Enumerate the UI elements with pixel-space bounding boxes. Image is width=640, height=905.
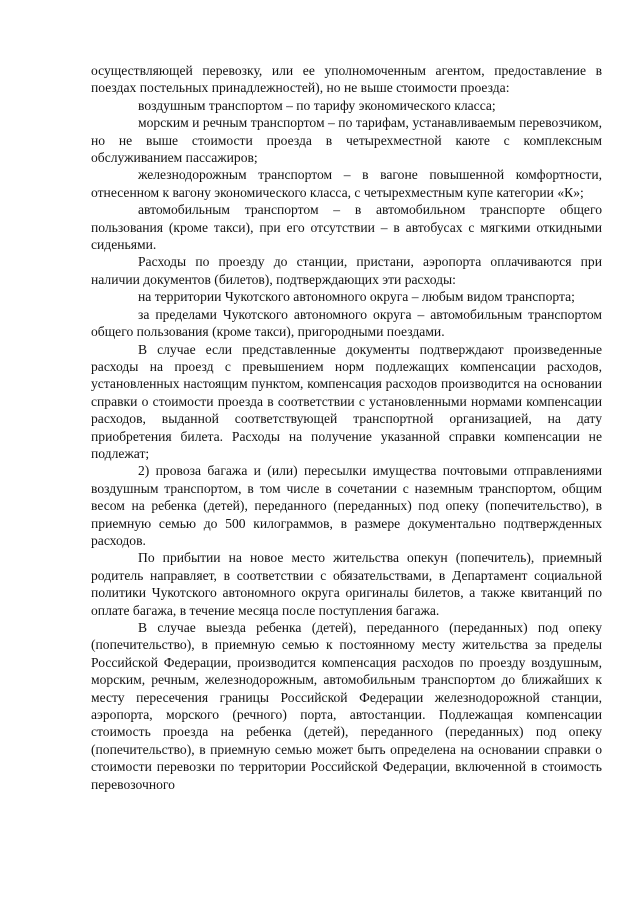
paragraph-station-expenses: Расходы по проезду до станции, пристани, аэропорта оплачиваются при наличии документов (билетов), подтверждающих эти расходы:: [91, 254, 602, 287]
paragraph-departure-abroad: В случае выезда ребенка (детей), переданного (переданных) под опеку (попечительство), в приемную семью к постоянному месту жительства за пределы Российской Федерации, производится компенсация расходов по проезду воздушным, морским, речным, железнодорожным, автомобильным транспортом до ближайших к месту пересечения границы Российской Федерации железнодорожной станции, аэропорта, морского (речного) порта, автостанции. Подлежащая компенсации стоимость проезда на ребенка (детей), переданного (переданных) под опеку (попечительство), в приемную семью может быть определена на основании справки о стоимости перевозки по территории Российской Федерации, включенной в стоимость перевозочного: [91, 620, 602, 792]
paragraph-baggage: 2) провоза багажа и (или) пересылки имущества почтовыми отправлениями воздушным транспортом, в том числе в сочетании с наземным транспортом, общим весом на ребенка (детей), переданного (переданных) под опеку (попечительство), в приемную семью до 500 килограммов, в размере документально подтвержденных расходов.: [91, 463, 602, 548]
paragraph-arrival-documents: По прибытии на новое место жительства опекун (попечитель), приемный родитель направляет, в соответствии с обязательствами, в Департамент социальной политики Чукотского автономного округа оригиналы билетов, а также квитанций по оплате багажа, в течение месяца после поступления багажа.: [91, 550, 602, 618]
document-page: [91, 62, 602, 793]
paragraph-road-transport: автомобильным транспортом – в автомобильном транспорте общего пользования (кроме такси), при его отсутствии – в автобусах с мягкими откидными сиденьями.: [91, 202, 602, 253]
paragraph-sea-river-transport: морским и речным транспортом – по тарифам, устанавливаемым перевозчиком, но не выше стоимости проезда в четырехместной каюте с комплексным обслуживанием пассажиров;: [91, 115, 602, 166]
paragraph-continuation: осуществляющей перевозку, или ее уполномоченным агентом, предоставление в поездах постельных принадлежностей), но не выше стоимости проезда:: [91, 63, 602, 96]
paragraph-excess-expenses: В случае если представленные документы подтверждают произведенные расходы на проезд с превышением норм подлежащих компенсации расходов, установленных настоящим пунктом, компенсация расходов производится на основании справки о стоимости проезда в соответствии с установленными нормами компенсации расходов, выданной соответствующей транспортной организацией, на дату приобретения билета. Расходы на получение указанной справки компенсации не подлежат;: [91, 341, 602, 461]
paragraph-air-transport: воздушным транспортом – по тарифу экономического класса;: [138, 97, 496, 113]
paragraph-within-okrug: на территории Чукотского автономного округа – любым видом транспорта;: [138, 289, 575, 305]
paragraph-outside-okrug: за пределами Чукотского автономного округа – автомобильным транспортом общего пользования (кроме такси), пригородными поездами.: [91, 306, 602, 340]
paragraph-rail-transport: железнодорожным транспортом – в вагоне повышенной комфортности, отнесенном к вагону экономического класса, с четырехместным купе категории «К»;: [91, 167, 602, 200]
